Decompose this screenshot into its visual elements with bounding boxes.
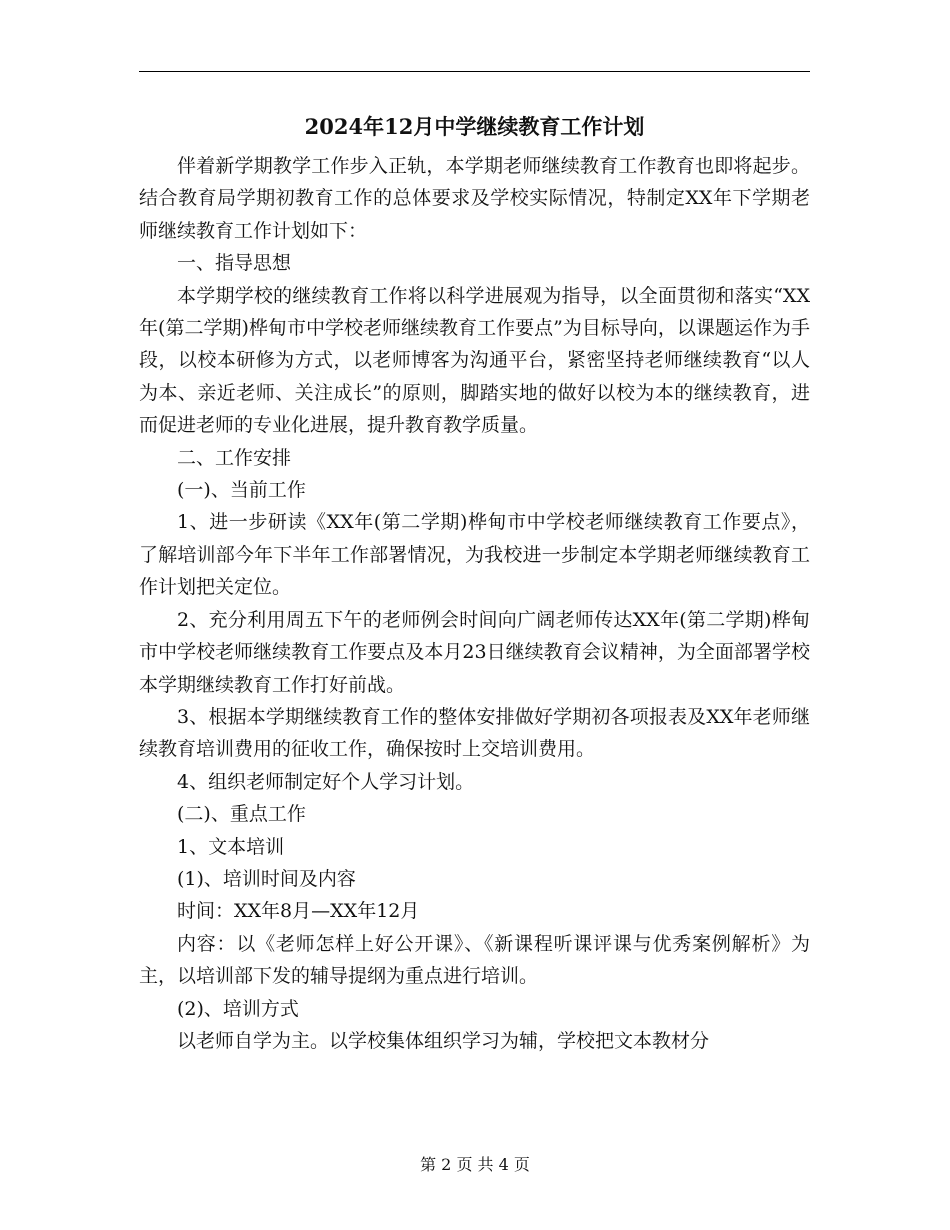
paragraph-item-2: 2、充分利用周五下午的老师例会时间向广阔老师传达XX年(第二学期)桦甸市中学校老师继续教育工作要点及本月23日继续教育会议精神，为全面部署学校本学期继续教育工作打好前战。: [139, 608, 810, 696]
heading-work-arrangement: 二、工作安排: [177, 446, 292, 469]
paragraph-guiding-ideology: 本学期学校的继续教育工作将以科学进展观为指导，以全面贯彻和落实“XX年(第二学期)桦甸市中学校老师继续教育工作要点”为目标导向，以课题运作为手段，以校本研修为方式，以老师博客为沟通平台，紧密坚持老师继续教育“以人为本、亲近老师、关注成长”的原则，脚踏实地的做好以校为本的继续教育，进而促进老师的专业化进展，提升教育教学质量。: [139, 284, 810, 437]
heading-guiding-ideology: 一、指导思想: [177, 252, 292, 275]
heading-training-time-content: (1)、培训时间及内容: [177, 867, 356, 890]
subheading-current-work: (一)、当前工作: [177, 479, 306, 502]
page-number: 第 2 页 共 4 页: [420, 1155, 530, 1174]
heading-text-training: 1、文本培训: [177, 835, 285, 858]
paragraph-intro: 伴着新学期教学工作步入正轨，本学期老师继续教育工作教育也即将起步。结合教育局学期初教育工作的总体要求及学校实际情况，特制定XX年下学期老师继续教育工作计划如下：: [139, 155, 810, 242]
heading-training-method: (2)、培训方式: [177, 997, 299, 1020]
document-body: [139, 150, 810, 1057]
subheading-key-work: (二)、重点工作: [177, 803, 306, 826]
paragraph-training-time: 时间：XX年8月—XX年12月: [177, 900, 420, 923]
paragraph-item-4: 4、组织老师制定好个人学习计划。: [177, 770, 475, 793]
paragraph-training-content: 内容：以《老师怎样上好公开课》、《新课程听课评课与优秀案例解析》为主，以培训部下发的辅导提纲为重点进行培训。: [139, 932, 810, 988]
paragraph-training-method: 以老师自学为主。以学校集体组织学习为辅，学校把文本教材分: [177, 1029, 710, 1052]
paragraph-item-1: 1、进一步研读《XX年(第二学期)桦甸市中学校老师继续教育工作要点》，了解培训部今年下半年工作部署情况，为我校进一步制定本学期老师继续教育工作计划把关定位。: [139, 511, 810, 599]
paragraph-item-3: 3、根据本学期继续教育工作的整体安排做好学期初各项报表及XX年老师继续教育培训费用的征收工作，确保按时上交培训费用。: [139, 705, 810, 761]
document-title: 2024年12月中学继续教育工作计划: [304, 114, 645, 139]
header-rule: [139, 71, 810, 72]
